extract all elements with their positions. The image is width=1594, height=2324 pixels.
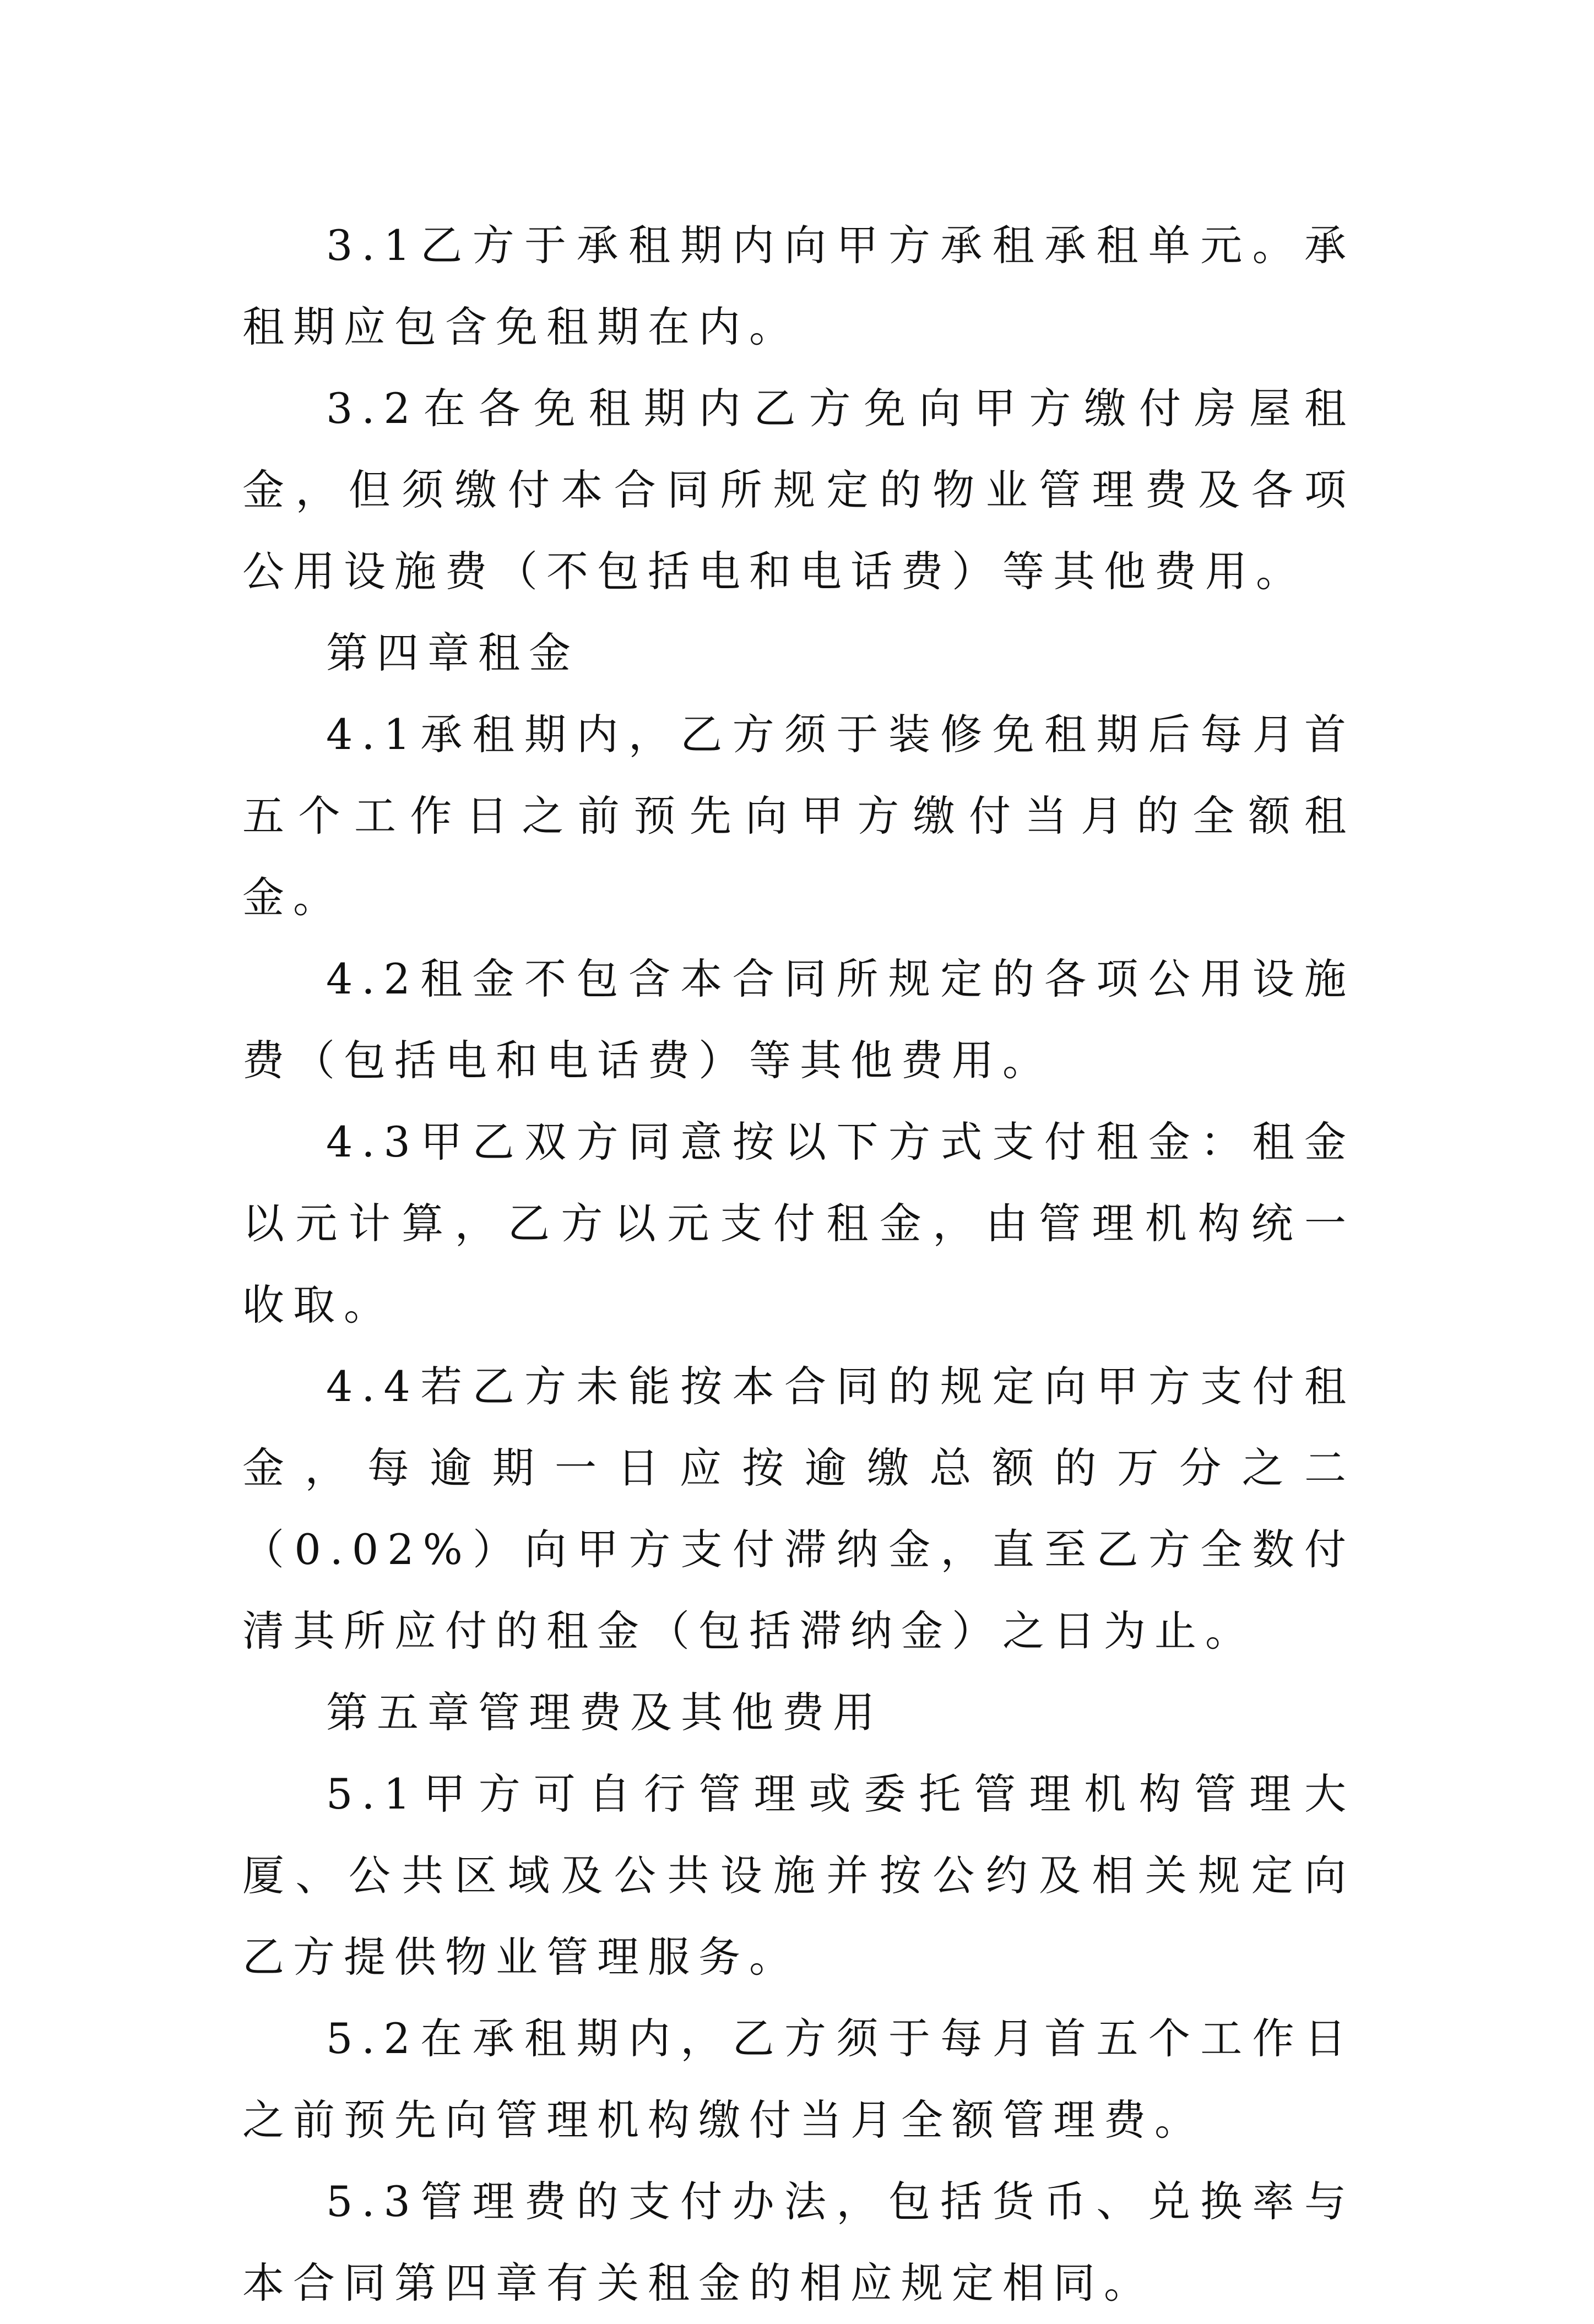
- chapter-4-heading: 第四章租金: [326, 628, 579, 677]
- clause-4-2: 4.2租金不包含本合同所规定的各项公用设施费（包括电和电话费）等其他费用。: [242, 954, 1355, 1085]
- clause-4-3: 4.3甲乙双方同意按以下方式支付租金：租金以元计算，乙方以元支付租金，由管理机构统一收取。: [242, 1117, 1355, 1329]
- clause-3-1: 3.1乙方于承租期内向甲方承租承租单元。承租期应包含免租期在内。: [242, 221, 1355, 351]
- clause-5-2: 5.2在承租期内，乙方须于每月首五个工作日之前预先向管理机构缴付当月全额管理费。: [242, 2014, 1355, 2144]
- clause-5-3: 5.3管理费的支付办法，包括货币、兑换率与本合同第四章有关租金的相应规定相同。: [242, 2177, 1355, 2307]
- clause-4-4: 4.4若乙方未能按本合同的规定向甲方支付租金，每逾期一日应按逾缴总额的万分之二（0.02%）向甲方支付滞纳金，直至乙方全数付清其所应付的租金（包括滞纳金）之日为止。: [242, 1362, 1355, 1655]
- clause-4-1: 4.1承租期内，乙方须于装修免租期后每月首五个工作日之前预先向甲方缴付当月的全额租金。: [242, 710, 1355, 922]
- chapter-5-heading: 第五章管理费及其他费用: [326, 1688, 883, 1737]
- document-body: [242, 205, 1355, 2324]
- clause-3-2: 3.2在各免租期内乙方免向甲方缴付房屋租金，但须缴付本合同所规定的物业管理费及各项公用设施费（不包括电和电话费）等其他费用。: [242, 384, 1355, 596]
- clause-5-1: 5.1甲方可自行管理或委托管理机构管理大厦、公共区域及公共设施并按公约及相关规定向乙方提供物业管理服务。: [242, 1769, 1355, 1981]
